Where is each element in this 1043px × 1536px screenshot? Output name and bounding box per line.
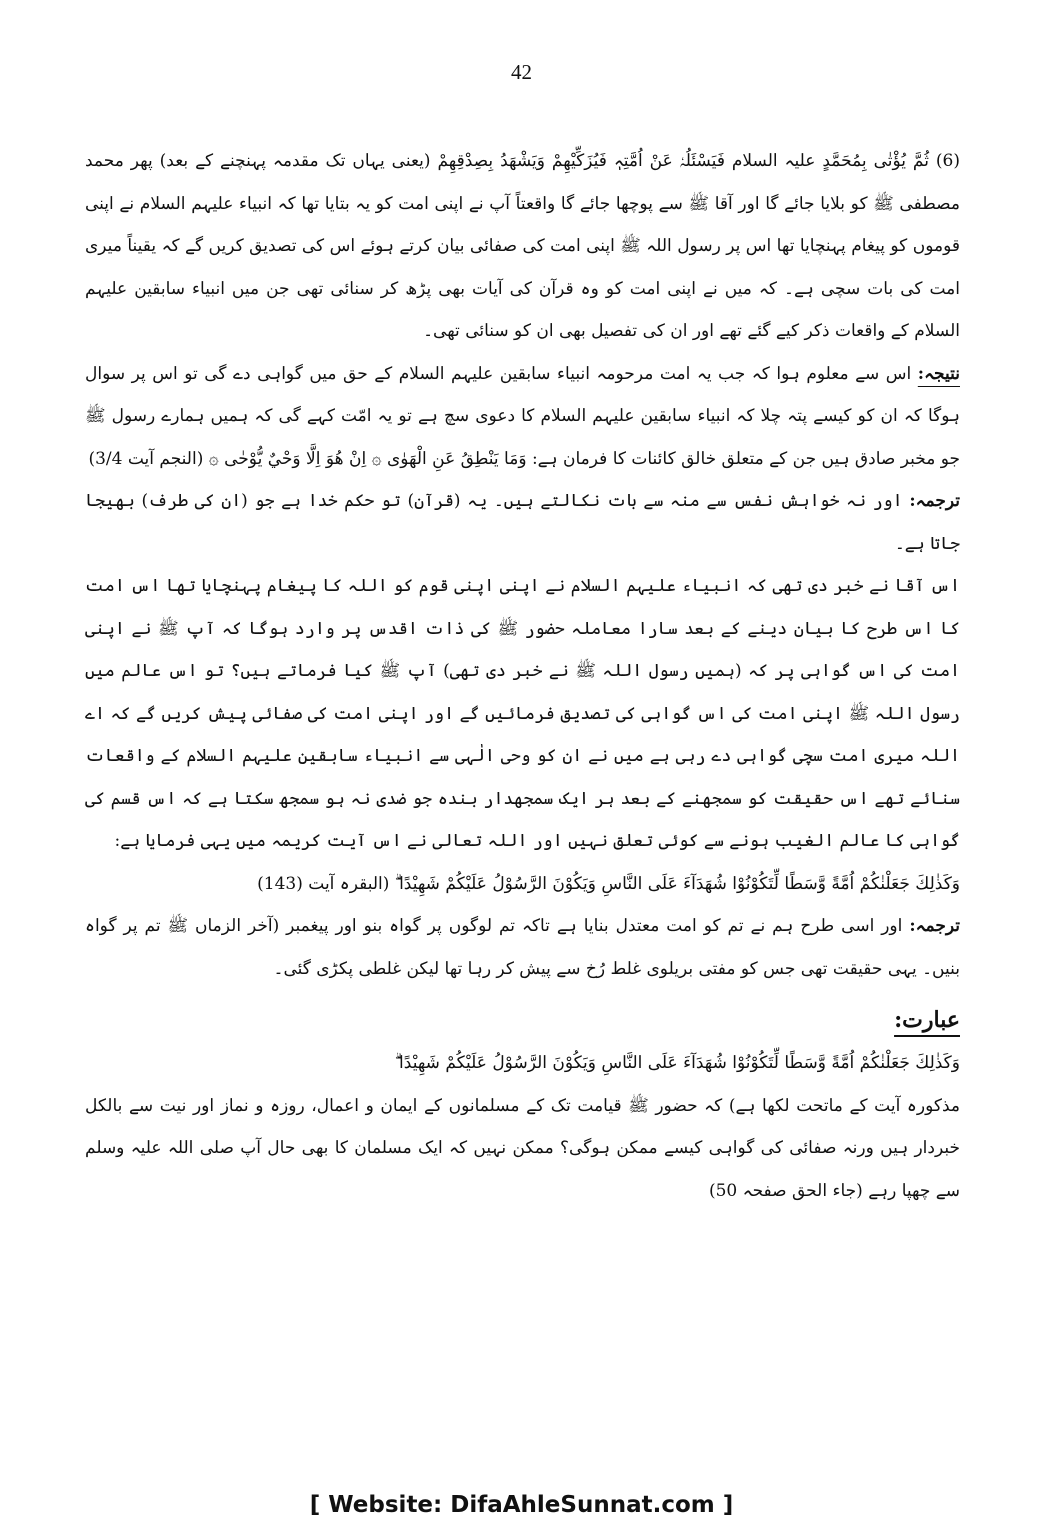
text-line: علیہم السلام کے واقعات سنائے تھے اس حقیقت کو سمجھنے کے بعد ہر ایک سمجھدار بندہ جو ضدی نہ ہو سمجھ سکتا ہے کہ اس قسم کی [85, 746, 960, 809]
text-line: سارا معاملہ حضور ﷺ کی ذات اقدس پر وارد ہوگا کہ آپ ﷺ نے اپنی امت کی اس گواہی پر کہ (ہمیں رسول اللہ ﷺ [85, 618, 960, 681]
conclusion-label: نتیجہ: [917, 363, 960, 384]
text-line: ان کو کیسے پتہ چلا کہ انبیاء سابقین علیہم السلام کا دعوی سچ ہے تو یہ امّت کہے گی کہ ہمیں ہمارے رسول ﷺ جو مخبر صادق ہیں [85, 406, 960, 469]
text-line: جن کے متعلق خالق کائنات کا فرمان ہے: وَمَا يَنْطِقُ عَنِ الْهَوٰى ۞ اِنْ هُوَ اِلَّا وَحْيٌ يُّوْحٰى ۞ (النجم آیت 3/4) [88, 448, 817, 469]
text-line: واقعات ذکر کیے گئے تھے اور ان کی تفصیل بھی ان کو سنائی تھی۔ [423, 321, 886, 341]
website-footer: [ Website: DifaAhleSunnat.com ] [309, 1492, 734, 1518]
paragraph-quote [85, 1085, 960, 1213]
text-line: اس سے معلوم ہوا کہ جب یہ امت مرحومہ انبیاء سابقین علیہم السلام کے حق میں گواہی دے گی تو اس پر سوال ہوگا کہ [85, 363, 960, 426]
text-line: اپنی امت کی صفائی پیش کریں گے کہ اے اللہ میری امت سچی گواہی دے رہی ہے میں نے ان کو وحی الٰہی سے انبیاء سابقین [85, 703, 960, 766]
text-line: نے خبر دی تھی) آپ ﷺ کیا فرماتے ہیں؟ تو اس عالم میں رسول اللہ ﷺ اپنی امت کی اس گواہی کی تصدیق فرمائیں گے اور [85, 661, 961, 724]
text-line: خبردار ہیں ورنہ صفائی کی گواہی کیسے ممکن ہوگی؟ ممکن نہیں کہ ایک مسلمان کا بھی حال آپ صلی اللہ علیہ وسلم سے چھپا رہے [85, 1138, 960, 1201]
document-body [85, 140, 960, 1212]
text-line: اس آقا نے خبر دی تھی کہ انبیاء علیہم السلام نے اپنی اپنی قوم کو اللہ کا پیغام پہنچایا تھا اس امت کا اس طرح کا بیان دینے کے بعد [85, 576, 960, 639]
page-number: 42 [511, 60, 532, 84]
translation-label: ترجمہ: [909, 491, 960, 511]
paragraph-explanation [85, 565, 960, 863]
text-line: (جاء الحق صفحہ 50) [708, 1180, 863, 1201]
verse-text: وَكَذٰلِكَ جَعَلْنٰكُمْ اُمَّةً وَّسَطًا لِّتَكُوْنُوْا شُهَدَآءَ عَلَى النَّاسِ وَيَكُوْنَ الرَّسُوْلُ عَلَيْكُمْ شَهِيْدًا ۗ [394, 1053, 960, 1073]
text-line: (6) ثُمَّ يُؤْتٰى بِمُحَمَّدٍ علیہ السلام فَيَسْئَلُہٗ عَنْ اُمَّتِہٖ فَيُزَكِّيْهِمْ وَيَشْهَدُ بِصِدْقِهِمْ (یعنی یہاں تک مقدمہ پہنچنے کے بعد) پھر محمد [85, 151, 960, 171]
text-line: مذکورہ آیت کے ماتحت لکھا ہے) کہ حضور ﷺ قیامت تک کے مسلمانوں کے ایمان و اعمال، روزہ و نماز اور نیت سے بالکل [85, 1095, 960, 1116]
text-line: اور نہ خواہش نفس سے منہ سے بات نکالتے ہیں۔ یہ (قرآن) تو حکم خدا ہے جو (ان کی طرف) بھیجا جاتا ہے۔ [85, 491, 960, 554]
text-line: امت کی بات سچی ہے۔ کہ میں نے اپنی امت کو وہ قرآن کی آیات بھی پڑھ کر سنائی تھی جن میں انبیاء سابقین علیہم السلام کے [85, 278, 960, 341]
section-heading: عبارت: [894, 1007, 960, 1033]
paragraph-conclusion [85, 353, 960, 481]
text-line: گواہی کا عالم الغیب ہونے سے کوئی تعلق نہیں اور اللہ تعالی نے اس آیت کریمہ میں یہی فرمایا ہے: [114, 831, 960, 851]
quran-verse [85, 863, 960, 906]
text-line: یہی حقیقت تھی جس کو مفتی بریلوی غلط رُخ سے پیش کر رہا تھا لیکن غلطی پکڑی گئی۔ [273, 958, 917, 979]
text-line: مصطفی ﷺ کو بلایا جائے گا اور آقا ﷺ سے پوچھا جائے گا واقعتاً آپ نے اپنی امت کو یہ بتایا تھا کہ انبیاء علیہم السلام نے اپنی [85, 193, 960, 214]
text-line: اور اسی طرح ہم نے تم کو امت معتدل بنایا ہے تاکہ تم لوگوں پر گواہ بنو اور پیغمبر (آخر الزماں ﷺ تم پر گواہ بنیں۔ [85, 916, 960, 979]
paragraph-translation-2 [85, 905, 960, 990]
paragraph-translation-1 [85, 480, 960, 565]
translation-label: ترجمہ: [909, 916, 960, 936]
text-line: قوموں کو پیغام پہنچایا تھا اس پر رسول اللہ ﷺ اپنی امت کی صفائی بیان کرتے ہوئے اس کی تصدیق کریں گے کہ یقیناً میری [85, 236, 960, 256]
verse-text: وَكَذٰلِكَ جَعَلْنٰكُمْ اُمَّةً وَّسَطًا لِّتَكُوْنُوْا شُهَدَآءَ عَلَى النَّاسِ وَيَكُوْنَ الرَّسُوْلُ عَلَيْكُمْ شَهِيْدًا ۗ (البقرہ آیت (143) [257, 873, 960, 894]
quran-verse-quoted [85, 1042, 960, 1085]
paragraph-hadith [85, 140, 960, 353]
